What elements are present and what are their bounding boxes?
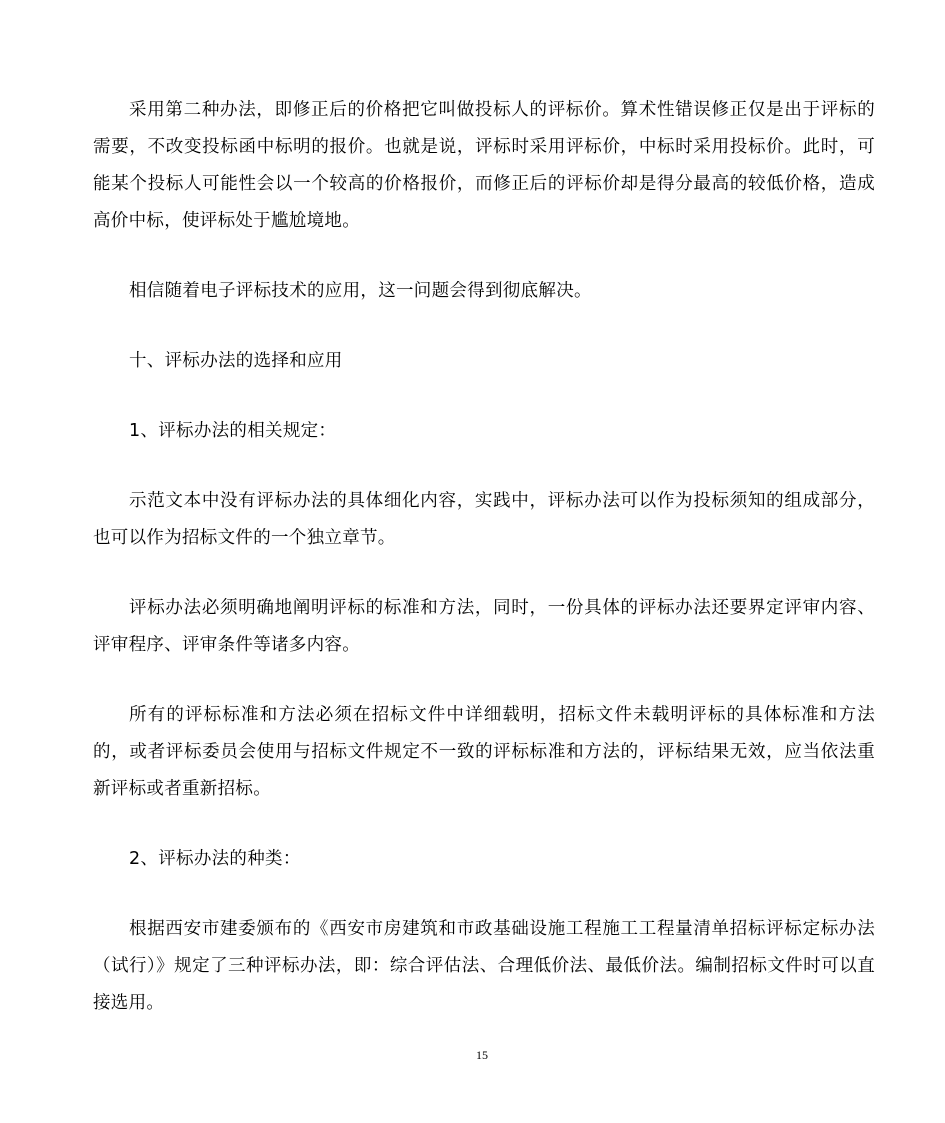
subsection-heading-2: 2、评标办法的种类： [129,849,301,869]
page-number: 15 [476,1048,488,1062]
paragraph-evaluation-price: 采用第二种办法，即修正后的价格把它叫做投标人的评标价。算术性错误修正仅是出于评标的需要，不改变投标函中标明的报价。也就是说，评标时采用评标价，中标时采用投标价。此时，可能某个投标人可能性会以一个较高的价格报价，而修正后的评标价却是得分最高的较低价格，造成高价中标，使评标处于尴尬境地。 [93,100,875,231]
paragraph-model-text: 示范文本中没有评标办法的具体细化内容，实践中，评标办法可以作为投标须知的组成部分，也可以作为招标文件的一个独立章节。 [93,491,875,548]
paragraph-xian-methods: 根据西安市建委颁布的《西安市房建筑和市政基础设施工程施工工程量清单招标评标定标办法（试行）》规定了三种评标办法，即：综合评估法、合理低价法、最低价法。编制招标文件时可以直接选用。 [93,919,875,1013]
document-body [93,92,875,1022]
subsection-heading-1: 1、评标办法的相关规定： [129,421,337,441]
section-heading-10: 十、评标办法的选择和应用 [129,351,343,371]
paragraph-standards-requirement: 所有的评标标准和方法必须在招标文件中详细载明，招标文件未载明评标的具体标准和方法的，或者评标委员会使用与招标文件规定不一致的评标标准和方法的，评标结果无效，应当依法重新评标或者重新招标。 [93,705,875,799]
paragraph-electronic-evaluation: 相信随着电子评标技术的应用，这一问题会得到彻底解决。 [129,281,592,301]
paragraph-evaluation-standards: 评标办法必须明确地阐明评标的标准和方法，同时，一份具体的评标办法还要界定评审内容、评审程序、评审条件等诸多内容。 [93,598,875,655]
